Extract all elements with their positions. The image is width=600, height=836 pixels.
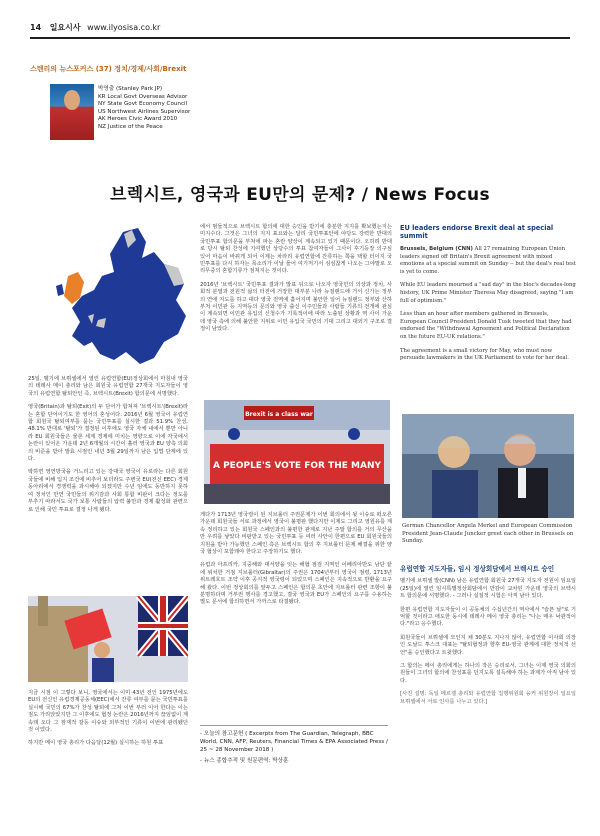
column-1 bbox=[28, 376, 188, 520]
korean-paragraph: 한편 유럽연합 지도자들이 이 공동체의 수십년간의 역사에서 "슬픈 날"로 기억할 것이라고 애도한 동시에 테레사 메이 영국 총리는 "나는 매우 낙관적이다."라고 응수했다. bbox=[400, 606, 576, 628]
author-credential: KR Local Govt Overseas Advisor bbox=[98, 93, 188, 100]
author-name: 박영출 (Stanley Park JP) bbox=[98, 86, 163, 92]
author-profile bbox=[98, 86, 190, 132]
article-paragraph: 게다가 1713년 영국령이 된 지브롤터 주권문제가 이번 회의에서 뒷 이슈로 떠오른 가운데 회원국들 서로 과정에서 영국이 불평판 했다지만 이제도 그리고 영원유를 계속 정리하고 있는 회원국 스페인과의 불편한 관계로 지난 주말 합의를 거의 무산을 만 우려를 낳았다 비판받고 있는 국민투표 등 여러 사안이 한편으로 EU 회원국들의 지원을 받아 가능했던 스페인 측은 브렉시트 합의 후 지브롤터 문제 해결을 위한 양국 협상이 포함돼야 한다고 주장하기도 했다. bbox=[200, 512, 392, 556]
english-dateline: Brussels, Belgium (CNN) bbox=[400, 246, 473, 252]
publication-url: www.ilyosisa.co.kr bbox=[87, 23, 161, 32]
english-paragraph: While EU leaders mourned a "sad day" in the bloc's decades-long history, UK Prime Minister Theresa May disagreed, saying "I am full of optimism." bbox=[400, 282, 576, 304]
author-credential: US Northwest Airlines Supervisor bbox=[98, 108, 191, 115]
sources-line: - 오늘의 참고문헌 ( Excerpts from The Guardian, Telegraph, BBC World, CNN, AFP, Reuters, Financial Times & EPA Associated Press / 25 ~ 28 November 2018 ) bbox=[200, 731, 388, 753]
merkel-juncker-photo bbox=[402, 414, 574, 518]
korean-paragraph: 벨기에 브뤼셀 발(CNN) 남은 유럽연합 회원국 27개국 지도자 전원이 임요일(25일)에 열린 임시특별정상회담에서 만감이 교차된 가운데 영국의 브렉시트 합의문에 서명했다. - 그러나 실질적 시험은 아직 남아 있다. bbox=[400, 578, 576, 600]
column-2-continued bbox=[200, 512, 392, 613]
korean-photo-caption: [사진 설명: 독일 메르켈 총리와 유럽연합 집행위원회 융커 위원장이 일요일 브뤼셀에서 서로 인사를 나누고 있다.] bbox=[400, 691, 576, 705]
brexit-supporter-photo bbox=[28, 596, 188, 682]
publication-title: 일요시사 bbox=[49, 23, 81, 32]
banner-main-text: A PEOPLE'S VOTE FOR THE MANY bbox=[212, 461, 382, 471]
article-paragraph: 딱하면 영연방국을 거느리고 있는 강대국 영국이 유로라는 다른 회원국들에 비해 입지 조건에 비추어 보더라도 주변국 EU(전신 EEC) 경제 동아리에서 경쟁력을 과시해야 되겠지만 수년 임에도 동반하지 못하여 정치인 만연 국민들의 위기감과 사회 통합 비판이 크다는 정도를 부추기 따라서도 국가 보통 사람들의 압력 불만과 경제 활성화 관련으로 인해 국민 투표로 결정 나게 됐다. bbox=[28, 469, 188, 513]
article-paragraph: 지금 시점 이 그렇다 보니, 영국에서는 이미 43년 전인 1975년에도 EU의 전신인 유럽경제공동체(EEC)에서 잔류 여부를 묻는 국민투표를 실시해 국민의 67%가 찬성 탈퇴에 그쳐 이번 부러 이어 한다는 이는 점도 가리앉았지만 그 이후에도 협정 논란은 2016년까지 끊임없이 계속돼 오다 그 잠재적 갈등 이슈와 외부적인 기류이 이번에 관리됐던 것 이었다. bbox=[28, 690, 188, 734]
page-number: 14 bbox=[30, 23, 42, 32]
header-rule bbox=[30, 37, 570, 39]
article-paragraph: 에서 범들적으로 브렉시트 합의에 대한 승인을 받기에 충분한 지지를 확보했는지는 미지수다. 그것은 그녀의 지지 표요와는 달리 국민투표안에 야당도 강력한 반대의 국민투표 합의문을 부쳐에 파는 혼란 양상이 계속되고 있기 때문이다. 오히려 반대로 당시 탈퇴 찬성에 기여했던 상당수의 투표 참여자들이 그사이 후기등장 의구심 있어 마음이 바뀌게 되어 이제는 차라리 유럽연합에 잔류하는 쪽을 택할 터이지 국민투표를 다시 하자는 목소리가 이날 들어 여기저기서 심심찮게 나오는 그야말로 오리무중의 혼합기류가 점쳐지는 것이다. bbox=[200, 224, 392, 275]
english-paragraph: The agreement is a small victory for May, who must now persuade lawmakers in the UK Parliament to vote for her deal. bbox=[400, 347, 569, 362]
column-2 bbox=[200, 224, 392, 340]
article-paragraph: 유럽과 아프리카, 지중해와 대서양을 잇는 해협 점검 지역인 이베리아반도 남단 끝에 위치한 거점 지브롤터(Gibraltar)의 주권은 1704년부터 영국이 점령, 1713년 위트레흐트 조약 이후 공식적 영국령이 되었으며 스페인은 지속적으로 반환을 요구해 왔다. 이번 정상회의를 앞두고 스페인은 합의문 초안에 지브롤터 관련 조항이 불분명하다며 거부권 행사를 경고했고, 결국 영국과 EU가 스페인의 요구를 수용하는 별도 문서에 합의하면서 가까스로 타결됐다. bbox=[200, 562, 392, 606]
column-3 bbox=[400, 224, 576, 369]
english-paragraph: Less than an hour after members gathered in Brussels, European Council President Donald Tusk tweeted that they had endorsed the "Withdrawal Agreement and Political Declaration on the future EU-UK relations." bbox=[400, 311, 572, 340]
english-body bbox=[400, 246, 576, 363]
korean-headline: 유럽연합 지도자들, 임시 정상회담에서 브렉시트 승인 bbox=[400, 565, 555, 573]
banner-top-text: Brexit is a class war bbox=[245, 411, 313, 418]
sources-box bbox=[200, 725, 388, 765]
author-credential: NY State Govt Economy Council bbox=[98, 101, 188, 108]
article-paragraph: 2016년 '브렉시트' 국민투표 결과가 발표 뒤으로 나오자 영국민의 의상과 정치, 사회적 분열과 전원적 삶의 터전에 거장한 대부분 나라 뉴질랜드에 거서 신가는 정부의 연애 지도를 하고 대다 영국 전역에 흩어지며 불안한 일어 뉴질랜드 정부와 산하부처 이민관 등 지역등의 문의와 영국 출신 이주민들과 사람들 기류의 전개에 관심이 계속되면 이민관 유입의 신청수가 기록적이에 따라 노출된 상황과 역 사이 가운데 영국 측에 의해 불안한 지위로 이민 유입국 국민의 기대 그리고 대외기 구조로 결정이 남았다. bbox=[200, 281, 392, 333]
series-title: 스텐리의 뉴스포커스 (37) 정치/경제/사회/Brexit bbox=[30, 65, 187, 73]
korean-paragraph: 그 합의는 메이 총리에게는 하나의 작은 승리로서, 그녀는 이제 영국 의회의원들이 그녀의 합의에 찬성표를 던지도록 설득해야 하는 과제가 아직 남아 있다. bbox=[400, 663, 576, 684]
photo-caption: German Chancellor Angela Merkel and European Commission President Jean-Claude Juncker greet each other in Brussels on Sunday. bbox=[402, 523, 574, 545]
column-3-korean bbox=[400, 566, 576, 712]
author-credential: AK Heroes Civic Award 2010 bbox=[98, 116, 178, 123]
article-paragraph: 영국(Britain)과 탈퇴(Exit)의 두 단어가 합쳐져 '브렉시트'(Brexit)라는 혼합 단어이기도 한 영어의 혼성어다. 2016년 6월 영국이 유럽연합 회원국 탈퇴여부를 묻는 국민투표를 실시한 결과 51.9% 찬성, 48.1% 반대로 '탈퇴'가 결정된 이후에도 영국 자체 내에서 뿐만 아니라 EU 회원국들은 물론 세계 경제에 미치는 영향으로 이에 각국에서 논란이 있어온 가운데 2년 6개월의 시간이 흘러 영국과 EU 양측 의회의 비준을 받아 발효 시점인 내년 3월 29일까지 남은 입법 단계에 있다. bbox=[28, 404, 188, 463]
english-headline: EU leaders endorse Brexit deal at special summit bbox=[400, 224, 554, 240]
headline: 브렉시트, 영국과 EU만의 문제? / News Focus bbox=[110, 185, 490, 205]
author-credential: NZ Justice of the Peace bbox=[98, 123, 163, 130]
peoples-vote-protest-photo bbox=[204, 400, 390, 504]
korean-paragraph: 회원국들이 브뤼셀에 모인지 채 30분도 지나지 않아, 유럽연합 이사회 의장인 도날드 투스크 대표는 "탈퇴협정과 향후 EU-영국 관계에 대한 정치적 선언"을 승인했다고 트윗했다. bbox=[400, 634, 576, 656]
eu-map-image bbox=[28, 224, 192, 372]
column-1-continued bbox=[28, 690, 188, 754]
article-paragraph: 25일, 벨기에 브뤼셀에서 열린 유럽연합(EU)정상회에서 마침내 영국의 테레사 메이 총리와 남은 회원국 유럽연합 27개국 지도자들이 영국의 유럽연합 탈퇴안인 즉, 브렉시트(Brexit) 합의문에 서명했다. bbox=[28, 376, 188, 397]
author-photo bbox=[50, 84, 94, 140]
translator-line: - 뉴스 종합추적 및 원문편역: 박상훈 bbox=[200, 758, 289, 764]
page-header bbox=[30, 22, 570, 36]
article-paragraph: 하지만 메이 영국 총리가 다음달(12월) 실시하는 하원 투표 bbox=[28, 740, 164, 747]
english-paragraph: All 27 remaining European Union leaders signed off Britain's Brexit agreement with mixed emotions at a special summit on Sunday -- but the deal's real test is yet to come. bbox=[400, 246, 576, 275]
